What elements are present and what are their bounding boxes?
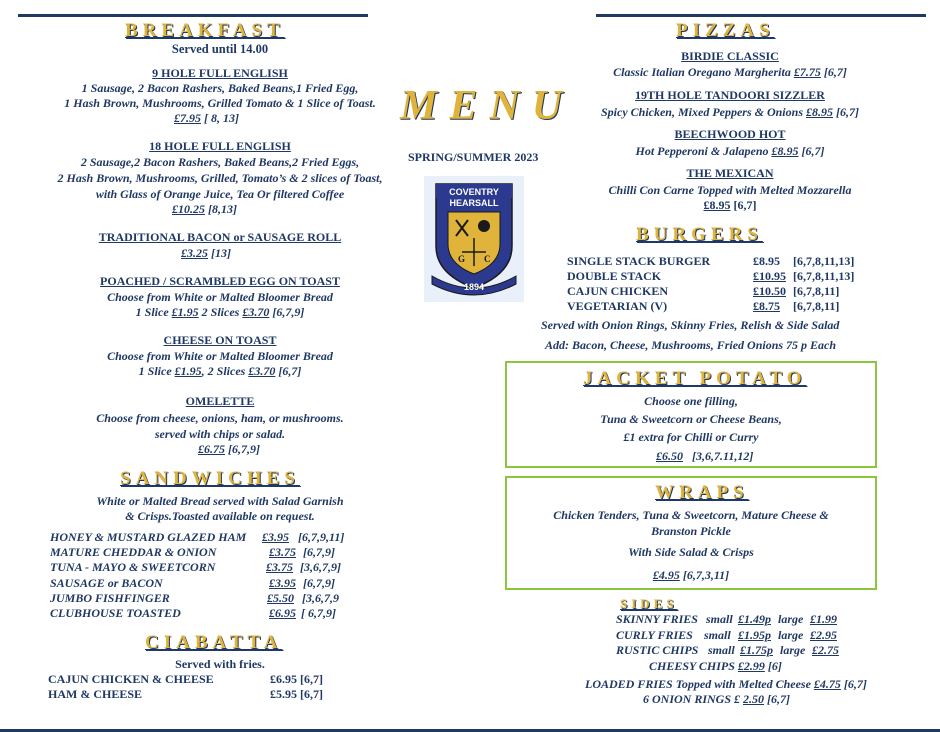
pizza-allergens: [6,7]	[798, 144, 825, 158]
burger-allergens: [6,7,8,11,13]	[793, 269, 855, 283]
wraps-line: Branston Pickle	[651, 524, 731, 538]
price: £10.25	[172, 202, 205, 216]
breakfast-title: BREAKFAST	[125, 20, 285, 41]
sandwich-price: £5.50	[267, 591, 294, 605]
side-name: CURLY FRIES	[616, 628, 693, 642]
crest-text-mid: HEARSALL	[449, 198, 499, 208]
breakfast-served: Served until 14.00	[171, 42, 269, 56]
breakfast-item-desc: 2 Sausage,2 Bacon Rashers, Baked Beans,2 Fried Eggs,	[80, 155, 360, 169]
side-large-price: £2.95	[810, 628, 837, 642]
allergens: [6,7]	[275, 364, 302, 378]
sandwiches-title: SANDWICHES	[120, 468, 300, 489]
ciabatta-served: Served with fries.	[175, 657, 265, 671]
burgers-note: Served with Onion Rings, Skinny Fries, Relish & Side Salad	[541, 318, 840, 332]
sandwich-allergens: [6,7,9,11]	[298, 530, 345, 544]
breakfast-item-price-line	[172, 202, 237, 217]
menu-title: MENU	[400, 83, 575, 129]
pizza-allergens: [6,7]	[820, 65, 847, 79]
top-rule-left	[18, 14, 368, 17]
crest-icon	[424, 176, 524, 302]
burger-name: CAJUN CHICKEN	[567, 284, 669, 298]
pizza-name: BIRDIE CLASSIC	[681, 49, 779, 63]
small-label: small	[706, 612, 733, 626]
side-price: £4.75	[813, 677, 841, 691]
side-onion	[643, 692, 790, 707]
pizza-allergens: [6,7]	[730, 198, 757, 212]
sandwiches-intro: & Crisps.Toasted available on request.	[125, 509, 315, 523]
allergens: [6,7,9]	[228, 442, 260, 456]
burger-allergens: [6,7,8,11]	[793, 299, 840, 313]
allergens: [ 8, 13]	[204, 111, 239, 125]
wraps-line: With Side Salad & Crisps	[628, 545, 754, 559]
sandwich-price: £6.95	[269, 606, 296, 620]
breakfast-item-desc: Choose from cheese, onions, ham, or mushrooms.	[96, 411, 344, 425]
price: £3.70	[248, 364, 276, 378]
price: £1.95	[171, 305, 199, 319]
sandwich-allergens: [ 6,7,9]	[301, 606, 336, 620]
crest-text-top: COVENTRY	[449, 187, 499, 197]
pizzas-title: PIZZAS	[676, 20, 775, 41]
side-name: 6 ONION RINGS £	[643, 692, 744, 706]
large-label: large	[778, 612, 804, 626]
sandwich-allergens: [6,7,9]	[303, 545, 335, 559]
breakfast-item-desc: with Glass of Orange Juice, Tea Or filtered Coffee	[95, 187, 345, 201]
breakfast-item-desc: 2 Hash Brown, Mushrooms, Grilled, Tomato’s & 2 slices of Toast,	[57, 171, 383, 185]
side-name: RUSTIC CHIPS	[616, 643, 699, 657]
pizza-desc: Classic Italian Oregano Margherita	[613, 65, 794, 79]
side-small-price: £1.95p	[738, 628, 771, 642]
sandwiches-intro: White or Malted Bread served with Salad Garnish	[96, 494, 344, 508]
sandwich-price: £3.75	[269, 545, 296, 559]
breakfast-item-price-line	[174, 111, 239, 126]
ciabatta-name: CAJUN CHICKEN & CHEESE	[48, 672, 214, 686]
sandwich-name: HONEY & MUSTARD GLAZED HAM	[50, 530, 247, 544]
pizza-price-line	[560, 198, 900, 213]
pizza-name: BEECHWOOD HOT	[674, 127, 786, 141]
breakfast-item-name: POACHED / SCRAMBLED EGG ON TOAST	[100, 274, 340, 288]
sandwich-name: MATURE CHEDDAR & ONION	[50, 545, 217, 559]
breakfast-item-name: 18 HOLE FULL ENGLISH	[149, 139, 291, 153]
breakfast-item-name: OMELETTE	[185, 394, 255, 408]
side-name: CHEESY CHIPS	[649, 659, 738, 673]
side-allergens: [6]	[764, 659, 782, 673]
price: £7.95	[174, 111, 201, 125]
pizza-desc: Hot Pepperoni & Jalapeno	[635, 144, 772, 158]
crest-year: 1894	[463, 282, 485, 292]
price: £3.25	[181, 246, 208, 260]
side-allergens: [6,7]	[840, 677, 867, 691]
breakfast-item-price-line	[0, 305, 440, 320]
side-name: SKINNY FRIES	[616, 612, 698, 626]
pizza-desc-line	[560, 105, 900, 120]
burger-price: £10.50	[753, 284, 786, 298]
sandwich-name: SAUSAGE or BACON	[50, 576, 163, 590]
jacket-line: Tuna & Sweetcorn or Cheese Beans,	[600, 412, 782, 426]
allergens: [13]	[211, 246, 231, 260]
burger-name: DOUBLE STACK	[567, 269, 662, 283]
pizza-desc-line	[560, 144, 900, 159]
top-rule-right	[596, 14, 926, 17]
wraps-price-line	[505, 568, 877, 583]
jacket-line: Choose one filling,	[644, 394, 738, 408]
wraps-allergens: [6,7,3,11]	[682, 568, 730, 582]
price: £1.95	[174, 364, 202, 378]
breakfast-item-desc: 1 Hash Brown, Mushrooms, Grilled Tomato & 1 Slice of Toast.	[64, 96, 376, 110]
breakfast-item-desc: Choose from White or Malted Bloomer Bread	[107, 349, 333, 363]
sandwich-allergens: [3,6,7,9	[302, 591, 339, 605]
club-crest-logo	[424, 176, 524, 302]
breakfast-item-price-line	[181, 246, 231, 261]
burger-allergens: [6,7,8,11,13]	[793, 254, 855, 268]
breakfast-item-name: CHEESE ON TOAST	[163, 333, 277, 347]
side-small-price: £1.49p	[738, 612, 771, 626]
small-label: small	[708, 643, 735, 657]
allergens: [8,13]	[208, 202, 237, 216]
breakfast-item-name: TRADITIONAL BACON or SAUSAGE ROLL	[98, 230, 342, 244]
allergens: [6,7,9]	[269, 305, 305, 319]
side-large-price: £1.99	[810, 612, 837, 626]
pizza-allergens: [6,7]	[833, 105, 859, 119]
price-text: , 2 Slices	[201, 364, 249, 378]
ciabatta-price: £6.95 [6,7]	[270, 672, 323, 686]
crest-letter-g: G	[458, 254, 466, 264]
price-text: 1 Slice	[135, 305, 172, 319]
burger-name: VEGETARIAN (V)	[567, 299, 668, 313]
crest-letter-c: C	[484, 254, 491, 264]
burger-price: £8.75	[753, 299, 780, 313]
burger-name: SINGLE STACK BURGER	[567, 254, 711, 268]
price-text: 2 Slices	[198, 305, 243, 319]
season-label: SPRING/SUMMER 2023	[408, 150, 539, 164]
sandwich-name: CLUBHOUSE TOASTED	[50, 606, 181, 620]
side-allergens: [6,7]	[764, 692, 791, 706]
ciabatta-price: £5.95 [6,7]	[270, 687, 323, 701]
breakfast-item-price-line	[198, 442, 260, 457]
jacket-line: £1 extra for Chilli or Curry	[623, 430, 759, 444]
ciabatta-title: CIABATTA	[145, 632, 283, 653]
breakfast-item-desc: Choose from White or Malted Bloomer Bread	[107, 290, 333, 304]
breakfast-item-desc: served with chips or salad.	[154, 427, 286, 441]
jacket-title: JACKET POTATO	[583, 368, 807, 389]
side-cheesy	[649, 659, 782, 674]
pizza-price: £8.95	[771, 144, 799, 158]
large-label: large	[778, 628, 804, 642]
jacket-price: £6.50	[656, 449, 683, 463]
sandwich-name: TUNA - MAYO & SWEETCORN	[50, 560, 216, 574]
price-text: 1 Slice	[138, 364, 175, 378]
side-large-price: £2.75	[812, 643, 839, 657]
jacket-price-line	[656, 449, 753, 464]
burgers-note: Add: Bacon, Cheese, Mushrooms, Fried Onions 75 p Each	[545, 338, 837, 352]
burger-price: £10.95	[753, 269, 786, 283]
burger-allergens: [6,7,8,11]	[793, 284, 840, 298]
pizza-name: THE MEXICAN	[686, 166, 774, 180]
side-small-price: £1.75p	[740, 643, 773, 657]
breakfast-item-desc: 1 Sausage, 2 Bacon Rashers, Baked Beans,1 Fried Egg,	[81, 81, 359, 95]
small-label: small	[704, 628, 731, 642]
wraps-line: Chicken Tenders, Tuna & Sweetcorn, Mature Cheese &	[553, 508, 829, 522]
sandwich-name: JUMBO FISHFINGER	[50, 591, 170, 605]
large-label: large	[780, 643, 806, 657]
pizza-desc-line	[560, 65, 900, 80]
pizza-desc: Chilli Con Carne Topped with Melted Mozzarella	[608, 183, 852, 197]
sandwich-price: £3.95	[262, 530, 289, 544]
pizza-price: £7.75	[793, 65, 821, 79]
pizza-price: £8.95	[703, 198, 731, 212]
pizza-desc: Spicy Chicken, Mixed Peppers & Onions	[600, 105, 806, 119]
sandwich-price: £3.75	[266, 560, 293, 574]
side-price: 2.50	[743, 692, 765, 706]
sandwich-allergens: [6,7,9]	[303, 576, 335, 590]
price: £6.75	[198, 442, 225, 456]
burgers-title: BURGERS	[636, 224, 763, 245]
wraps-title: WRAPS	[655, 482, 749, 503]
side-loaded	[585, 677, 867, 692]
breakfast-item-name: 9 HOLE FULL ENGLISH	[152, 66, 288, 80]
side-name: LOADED FRIES Topped with Melted Cheese	[585, 677, 814, 691]
pizza-name: 19TH HOLE TANDOORI SIZZLER	[635, 88, 825, 102]
jacket-allergens: [3,6,7.11,12]	[692, 449, 754, 463]
sides-title: SIDES	[620, 596, 678, 611]
wraps-price: £4.95	[652, 568, 680, 582]
price: £3.70	[242, 305, 270, 319]
pizza-price: £8.95	[806, 105, 833, 119]
sandwich-price: £3.95	[269, 576, 296, 590]
ciabatta-name: HAM & CHEESE	[48, 687, 143, 701]
breakfast-item-price-line	[0, 364, 440, 379]
sandwich-allergens: [3,6,7,9]	[300, 560, 341, 574]
side-price: £2.99	[737, 659, 765, 673]
burger-price: £8.95	[753, 254, 780, 268]
